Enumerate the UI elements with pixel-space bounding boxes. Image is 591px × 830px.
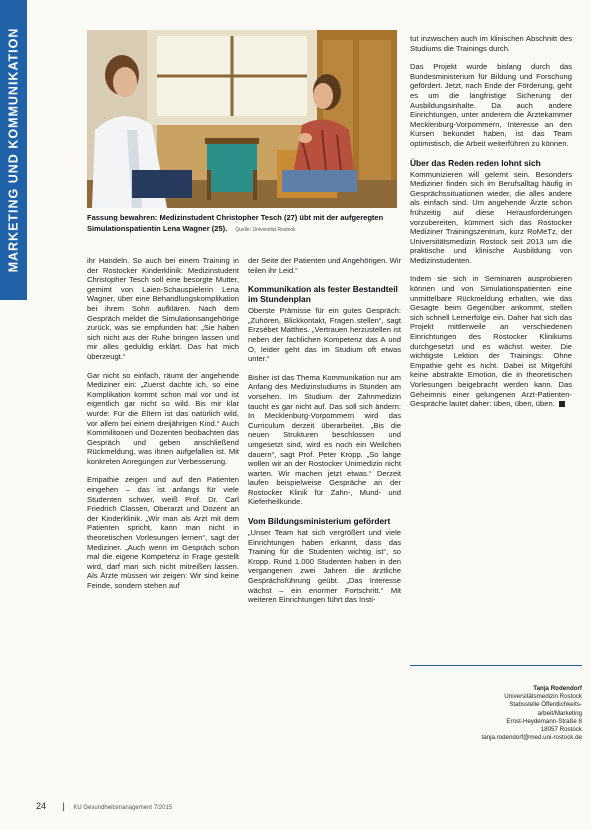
paragraph: Gar nicht so einfach, räumt der angehende Mediziner ein: „Zuerst dachte ich, so eine Komplikation kommt schon mal vor und ist eigentlich gar nicht so wild. Bis mir klar wurde: Für die Eltern ist das natürlich wild, vor allem bei einem dreijährigen Kind.“ Auch Kommilitonen und Dozenten beobachten das Gespräch und geben anschließend Rückmeldung, was ihnen aufgefallen ist. Mit konkreten Anregungen zur Verbesserung. (87, 370, 239, 466)
contact-street: Ernst-Heydemann-Straße 8 (506, 717, 582, 725)
page-footer (36, 801, 172, 811)
paragraph: der Seite der Patienten und Angehörigen. Wir teilen ihr Leid.“ (248, 256, 401, 275)
column-2 (248, 256, 401, 614)
photo-caption (87, 212, 402, 236)
contact-city: 18057 Rostock (540, 726, 582, 734)
article-photo (87, 30, 397, 208)
contact-divider (410, 665, 582, 666)
paragraph (410, 274, 572, 408)
contact-block (412, 685, 582, 742)
caption-text: Fassung bewahren: Medizinstudent Christopher Tesch (27) übt mit der aufgeregten Simulationspatientin Lena Wagner (25). (87, 213, 384, 233)
contact-email: tanja.rodendorf@med.uni-rostock.de (481, 734, 582, 742)
simulation-training-photo (87, 30, 397, 208)
contact-name: Tanja Rodendorf (533, 685, 582, 692)
column-3 (410, 34, 572, 418)
footer-separator: | (62, 801, 65, 811)
paragraph: Das Projekt wurde bislang durch das Bundesministerium für Bildung und Forschung gefördert. Jetzt, nach Ende der Förderung, geht es um die langfristige Sicherung der Ausbildungsinhalte. Da auch andere Einrichtungen, unter anderem die Ärztekammer Mecklenburg-Vorpommern, Interesse an den Kursen bekundet haben, ist das Team optimistisch, die Arbeit weiterführen zu können. (410, 62, 572, 148)
photo-credit: Quelle: Universität Rostock (235, 227, 296, 233)
subheading: Über das Reden reden lohnt sich (410, 157, 541, 168)
end-of-article-mark (559, 401, 565, 407)
column-1 (87, 256, 239, 600)
paragraph: tut inzwischen auch im klinischen Abschnitt des Studiums die Trainings durch. (410, 34, 572, 53)
publication-title: KU Gesundheitsmanagement 7/2015 (73, 805, 173, 811)
subheading: Kommunikation als fester Bestandteil im Stundenplan (248, 284, 398, 305)
page-number: 24 (36, 801, 47, 811)
paragraph: Kommunizieren will gelernt sein. Besonders Mediziner finden sich im Berufsalltag häufig in Gesprächssituationen wieder, die alles andere als einfach sind. Um angehende Ärzte schon frühzeitig auf diese Herausforderungen vorzubereiten, kümmert sich das Rostocker Mediziner Trainingszentrum, kurz RoMeTz, der Universitätsmedizin Rostock seit 2013 um die praktische und klinische Ausbildung von Medizinstudenten. (410, 169, 572, 265)
contact-department: arbeit/Marketing (537, 709, 582, 717)
section-label (0, 0, 27, 300)
paragraph: Empathie zeigen und auf den Patienten eingehen – das ist anfangs für viele Studenten schwer, weiß Prof. Dr. Carl Friedrich Classen, Oberarzt und Dozent an der Kinderklinik. „Wir man als Arzt mit dem Patienten spricht, kann man nicht in theoretischen Vorlesungen lernen“, sagt der Mediziner. „Auch wenn im Gespräch schon mal die eigene Kompetenz in Frage gestellt wird, darf man sich nicht mitreißen lassen. Als Ärzte müssen wir zeigen: Wir sind keine Feinde, sondern stehen auf (87, 475, 239, 590)
paragraph: Bisher ist das Thema Kommunikation nur am Anfang des Medizinstudiums in Stunden am vorsehen. Im Studium der Zahnmedizin taucht es gar nicht auf. Das soll sich ändern: In Mecklenburg-Vorpommern wird das Curriculum derzeit überarbeitet. „Bis die neuen Strukturen beschlossen und umgesetzt sind, wird es noch ein Weilchen dauern“, sagt Prof. Peter Kropp. „So lange wollen wir an der Rostocker Unimedizin nicht warten. Wir machen jetzt etwas.“ Derzeit laufen beispielweise Gespräche an der Rostocker Klinik für Zahn-, Mund- und Kieferheilkunde. (248, 372, 401, 507)
paragraph: Oberste Prämisse für ein gutes Gespräch: „Zuhören, Blickkontakt, Fragen stellen“, sagt Erzsébet Matthes. „Vertrauen herzustellen ist neben der fachlichen Kompetenz das A und O, leider geht das im Studium oft etwas unter.“ (248, 306, 401, 364)
subheading: Vom Bildungsministerium gefördert (248, 516, 391, 527)
section-title: MARKETING UND KOMMUNIKATION (6, 27, 21, 273)
paragraph-text: Indem sie sich in Seminaren ausprobieren können und von Simulationspatienten eine unmittelbare Rückmeldung erhalten, wie das Gesagte beim Gegenüber ankommt, stellen sich schnell Lernerfolge ein. Daher hat sich das Projekt mittlerweile an verschiedenen Einrichtungen des Rostocker Klinikums durchgesetzt und es wächst weiter. Die wichtigste Lektion der Trainings: Ohne Empathie geht es nicht. Dabei ist Mitgefühl keine abstrakte Emotion, die in theoretischen Vorlesungen beigebracht werden kann. Das Geheimnis einer gelungenen Arzt-Patienten-Gespräche lautet daher: üben, üben, üben. (410, 274, 572, 409)
paragraph: „Unser Team hat sich vergrößert und viele Einrichtungen haben erkannt, dass das Training für die Studenten wichtig ist“, so Kropp. Rund 1.000 Studenten haben in den vergangenen zwei Jahren die ärztliche Gesprächsführung geübt. „Das Interesse wächst – ein enormer Fortschritt.“ Mit weiteren Einrichtungen führt das Insti- (248, 528, 401, 605)
paragraph: ihr Handeln. So auch bei einem Training in der Rostocker Kinderklinik: Medizinstudent Christopher Tesch soll eine besorgte Mutter, gemimt von Laien-Schauspielerin Lena Wagner, über eine Behandlungskomplikation bei ihrem Sohn aufklären. Nach dem Gespräch meldet die Simulationsangehörige zurück, was sie empfunden hat: „Sie haben sich nicht aus der Ruhe bringen lassen und mir alles geduldig erklärt. Das hat mich überzeugt.“ (87, 256, 239, 361)
contact-department: Stabsstelle Öffentlichkeits- (509, 701, 582, 709)
contact-organization: Universitätsmedizin Rostock (504, 693, 582, 701)
